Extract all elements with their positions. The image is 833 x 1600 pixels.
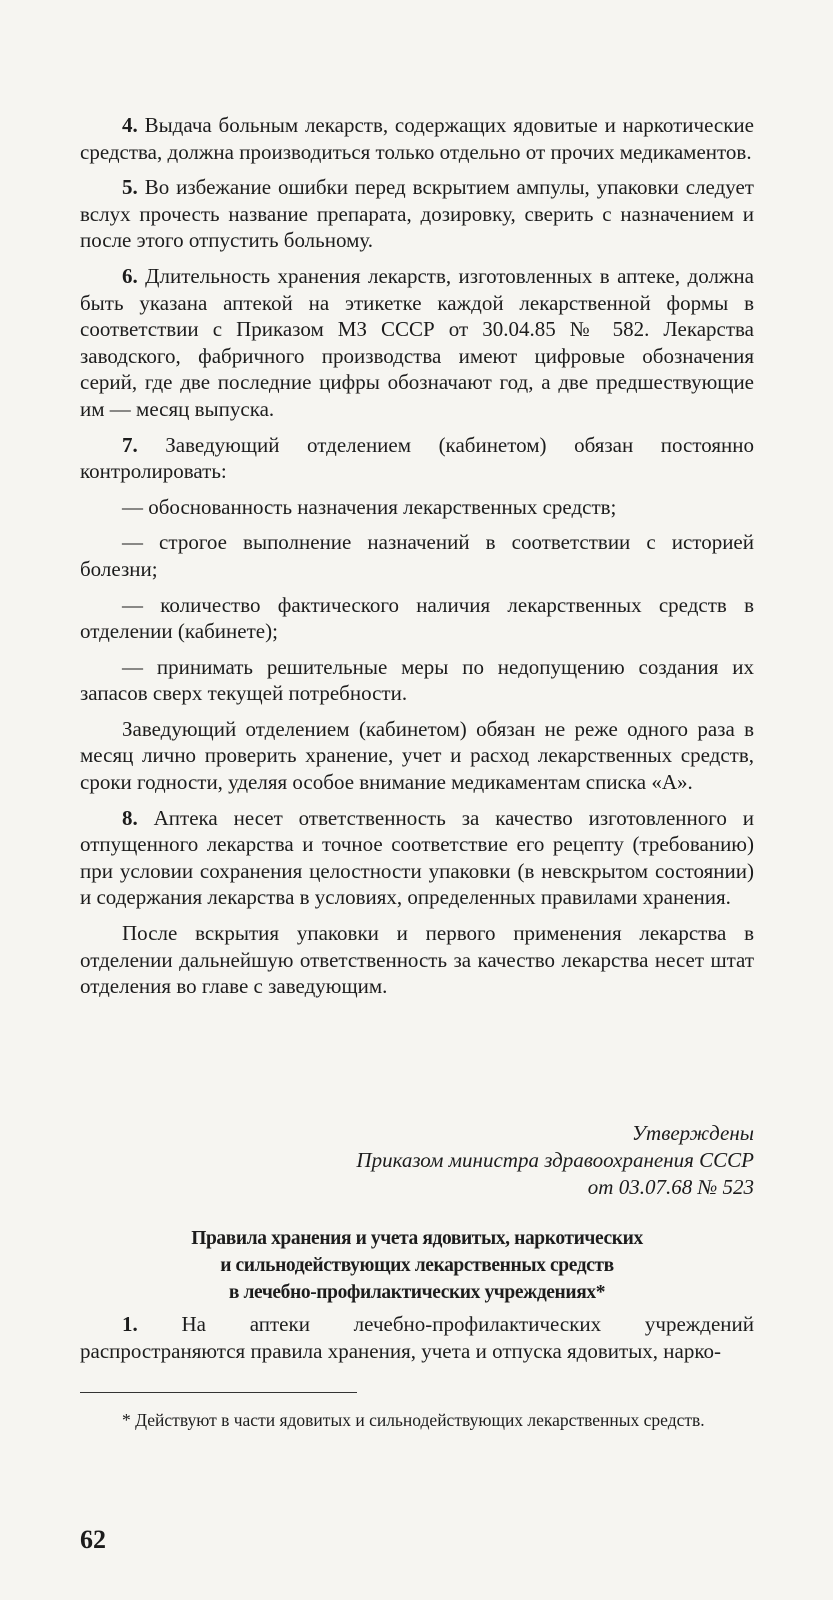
- footnote-divider: [80, 1392, 357, 1393]
- list-item: [80, 494, 754, 521]
- paragraph-text: Длительность хранения лекарств, изготовленных в аптеке, должна быть указана аптекой на этикетке каждой лекарственной формы в соответствии с Приказом МЗ СССР от 30.04.85 № 582. Лекарства заводского, фабричного производства имеют цифровые обозначения серий, где две последние цифры обозначают год, а две предшествующие им — месяц выпуска.: [80, 263, 754, 421]
- list-item: [80, 592, 754, 645]
- approval-line: Утверждены: [631, 1121, 754, 1145]
- paragraph-text: — принимать решительные меры по недопущению создания их запасов сверх текущей потребности.: [80, 654, 754, 706]
- paragraph-text: Выдача больным лекарств, содержащих ядовитые и наркотические средства, должна производиться только отдельно от прочих медикаментов.: [80, 113, 754, 164]
- paragraph-5: [80, 174, 754, 254]
- paragraph-number: 8.: [122, 805, 138, 830]
- paragraph-8: [80, 805, 754, 911]
- paragraph-text: После вскрытия упаковки и первого применения лекарства в отделении дальнейшую ответственность за качество лекарства несет штат отделения во главе с заведующим.: [80, 921, 754, 999]
- section-paragraph-1: [80, 1311, 754, 1364]
- section-title-line: Правила хранения и учета ядовитых, наркотических: [191, 1228, 643, 1249]
- footnote: * Действуют в части ядовитых и сильнодействующих лекарственных средств.: [122, 1410, 705, 1430]
- paragraph-text: — количество фактического наличия лекарственных средств в отделении (кабинете);: [80, 592, 754, 644]
- paragraph-text: Заведующий отделением (кабинетом) обязан не реже одного раза в месяц лично проверить хранение, учет и расход лекарственных средств, сроки годности, уделяя особое внимание медикаментам списка «А».: [80, 716, 754, 795]
- paragraph-text: Во избежание ошибки перед вскрытием ампулы, упаковки следует вслух прочесть название препарата, дозировку, сверить с назначением и после этого отпустить больному.: [80, 175, 754, 253]
- paragraph-7: [80, 432, 754, 485]
- approval-line: от 03.07.68 № 523: [587, 1175, 754, 1199]
- page-body: [80, 112, 754, 1000]
- list-item: [80, 529, 754, 582]
- paragraph-text: — строгое выполнение назначений в соответствии с историей болезни;: [80, 530, 754, 581]
- section-title-line: и сильнодействующих лекарственных средств: [220, 1255, 614, 1276]
- paragraph-number: 1.: [122, 1312, 138, 1336]
- paragraph-number: 6.: [122, 263, 138, 288]
- paragraph-responsibility: [80, 920, 754, 1000]
- paragraph-head-duty: [80, 716, 754, 796]
- section-title: [80, 1225, 754, 1306]
- paragraph-text: — обоснованность назначения лекарственных средств;: [122, 494, 617, 519]
- paragraph-6: [80, 263, 754, 423]
- paragraph-4: [80, 112, 754, 165]
- paragraph-number: 4.: [122, 113, 138, 137]
- section-title-line: в лечебно-профилактических учреждениях*: [228, 1282, 606, 1303]
- paragraph-number: 7.: [122, 432, 138, 457]
- paragraph-text: Заведующий отделением (кабинетом) обязан постоянно контролировать:: [80, 432, 754, 484]
- approval-block: [234, 1120, 754, 1201]
- paragraph-text: На аптеки лечебно-профилактических учреждений распространяются правила хранения, учета и отпуска ядовитых, нарко-: [80, 1312, 754, 1363]
- page-number: 62: [80, 1525, 106, 1554]
- approval-line: Приказом министра здравоохранения СССР: [356, 1148, 754, 1172]
- paragraph-text: Аптека несет ответственность за качество изготовленного и отпущенного лекарства и точное соответствие его рецепту (требованию) при условии сохранения целостности упаковки (в невскрытом состоянии) и содержания лекарства в условиях, определенных правилами хранения.: [80, 805, 754, 910]
- section-body: [80, 1311, 754, 1364]
- paragraph-number: 5.: [122, 175, 138, 200]
- list-item: [80, 654, 754, 707]
